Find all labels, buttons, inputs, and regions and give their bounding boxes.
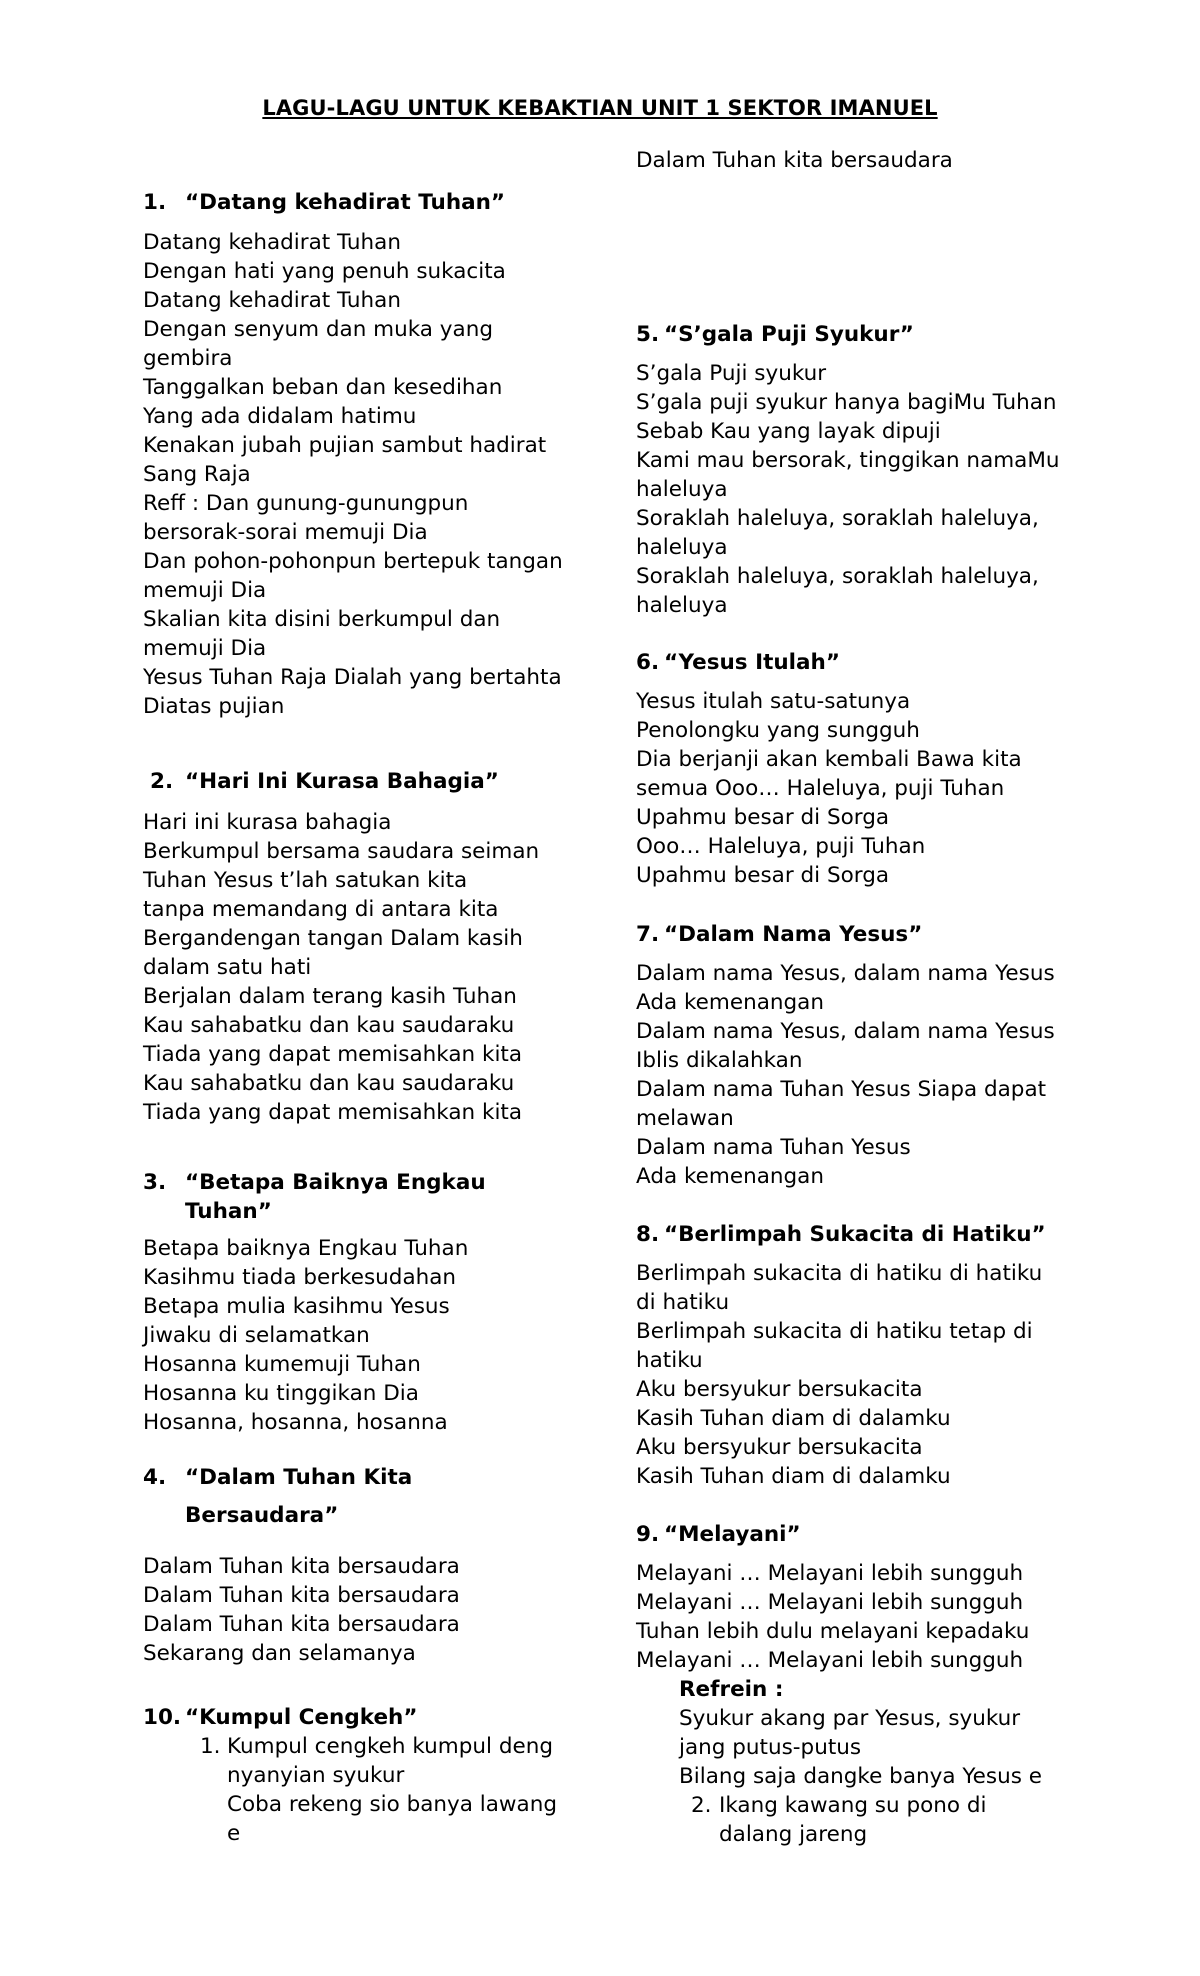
lyric-line: Dalam Tuhan kita bersaudara	[143, 1554, 460, 1579]
song-title: “Dalam Nama Yesus”	[664, 922, 923, 947]
lyric-line: Syukur akang par Yesus, syukur	[679, 1706, 1021, 1731]
song-9-lyrics	[636, 1559, 1029, 1675]
song-title-line-2: Tuhan”	[185, 1199, 272, 1224]
song-number: 1.	[143, 190, 167, 215]
lyric-line: Sang Raja	[143, 462, 251, 487]
song-7-lyrics	[636, 959, 1055, 1191]
song-number: 2.	[150, 769, 174, 794]
lyric-line: e	[227, 1821, 241, 1846]
lyric-line: Dalam Tuhan kita bersaudara	[636, 148, 953, 173]
lyric-line: jang putus-putus	[679, 1735, 862, 1760]
lyric-line: Aku bersyukur bersukacita	[636, 1377, 923, 1402]
lyric-line: Yang ada didalam hatimu	[143, 404, 417, 429]
lyric-line: Berlimpah sukacita di hatiku tetap di	[636, 1319, 1033, 1344]
lyric-line: gembira	[143, 346, 233, 371]
song-4-heading	[143, 1463, 413, 1528]
lyric-line: Dalam nama Yesus, dalam nama Yesus	[636, 1019, 1055, 1044]
song-number: 4.	[143, 1465, 167, 1490]
lyric-line: Iblis dikalahkan	[636, 1048, 803, 1073]
song-title: “Melayani”	[664, 1522, 801, 1547]
lyric-line: Kau sahabatku dan kau saudaraku	[143, 1071, 515, 1096]
song-4-lyrics	[143, 1552, 460, 1668]
lyric-line: Dalam nama Yesus, dalam nama Yesus	[636, 961, 1055, 986]
lyric-line: Datang kehadirat Tuhan	[143, 230, 401, 255]
song-2-heading	[150, 767, 499, 796]
lyric-line: Dengan senyum dan muka yang	[143, 317, 493, 342]
lyric-line: memuji Dia	[143, 578, 267, 603]
lyric-line: Yesus Tuhan Raja Dialah yang bertahta	[143, 665, 562, 690]
song-title-line-2: Bersaudara”	[185, 1503, 339, 1528]
song-9-refrain	[679, 1675, 1042, 1791]
lyric-line: Upahmu besar di Sorga	[636, 805, 890, 830]
lyric-line: Ada kemenangan	[636, 1164, 824, 1189]
lyric-line: S’gala Puji syukur	[636, 361, 827, 386]
lyric-line: Hosanna kumemuji Tuhan	[143, 1352, 421, 1377]
lyric-line: Bergandengan tangan Dalam kasih	[143, 926, 523, 951]
lyric-line: bersorak-sorai memuji Dia	[143, 520, 428, 545]
song-8-lyrics	[636, 1259, 1042, 1491]
lyric-line: Hosanna, hosanna, hosanna	[143, 1410, 448, 1435]
song-number: 9.	[636, 1522, 660, 1547]
verse-number: 2.	[691, 1793, 712, 1818]
song-9-heading	[636, 1520, 801, 1549]
lyric-line: Berjalan dalam terang kasih Tuhan	[143, 984, 517, 1009]
song-9-verse	[691, 1791, 987, 1849]
song-7-heading	[636, 920, 923, 949]
lyric-line: Tiada yang dapat memisahkan kita	[143, 1100, 523, 1125]
refrain-label: Refrein :	[679, 1677, 784, 1702]
lyric-line: Melayani … Melayani lebih sungguh	[636, 1561, 1024, 1586]
lyric-line: Skalian kita disini berkumpul dan	[143, 607, 501, 632]
lyric-line: Tanggalkan beban dan kesedihan	[143, 375, 503, 400]
lyric-line: Dia berjanji akan kembali Bawa kita	[636, 747, 1022, 772]
lyric-line: hatiku	[636, 1348, 703, 1373]
lyric-line: Soraklah haleluya, soraklah haleluya,	[636, 506, 1039, 531]
lyric-line: haleluya	[636, 477, 728, 502]
lyric-line: semua Ooo… Haleluya, puji Tuhan	[636, 776, 1005, 801]
song-number: 3.	[143, 1170, 167, 1195]
lyric-line: Melayani … Melayani lebih sungguh	[636, 1590, 1024, 1615]
lyric-line: Dalam Tuhan kita bersaudara	[143, 1612, 460, 1637]
lyric-line: Betapa mulia kasihmu Yesus	[143, 1294, 450, 1319]
song-title: “Berlimpah Sukacita di Hatiku”	[664, 1222, 1046, 1247]
lyric-line: Tiada yang dapat memisahkan kita	[143, 1042, 523, 1067]
lyric-line: Tuhan Yesus t’lah satukan kita	[143, 868, 468, 893]
lyric-line: Ikang kawang su pono di	[719, 1793, 987, 1818]
lyric-line: Bilang saja dangke banya Yesus e	[679, 1764, 1042, 1789]
lyric-line: tanpa memandang di antara kita	[143, 897, 499, 922]
lyric-line: Ooo… Haleluya, puji Tuhan	[636, 834, 926, 859]
lyric-line: Hari ini kurasa bahagia	[143, 810, 392, 835]
song-title: “Datang kehadirat Tuhan”	[185, 190, 506, 215]
lyric-line: Melayani … Melayani lebih sungguh	[636, 1648, 1024, 1673]
lyric-line: Kasih Tuhan diam di dalamku	[636, 1464, 951, 1489]
lyric-line: memuji Dia	[143, 636, 267, 661]
lyric-line: Kenakan jubah pujian sambut hadirat	[143, 433, 547, 458]
lyric-line: Soraklah haleluya, soraklah haleluya,	[636, 564, 1039, 589]
lyric-line: Yesus itulah satu-satunya	[636, 689, 911, 714]
lyric-line: Upahmu besar di Sorga	[636, 863, 890, 888]
lyric-line: di hatiku	[636, 1290, 730, 1315]
lyric-line: haleluya	[636, 535, 728, 560]
song-4-continuation	[636, 146, 953, 175]
lyric-line: Tuhan lebih dulu melayani kepadaku	[636, 1619, 1030, 1644]
song-10-heading	[143, 1703, 418, 1732]
lyric-line: Penolongku yang sungguh	[636, 718, 920, 743]
lyric-line: Kumpul cengkeh kumpul deng	[227, 1734, 553, 1759]
song-5-lyrics	[636, 359, 1060, 620]
lyric-line: Betapa baiknya Engkau Tuhan	[143, 1236, 469, 1261]
lyric-line: Jiwaku di selamatkan	[143, 1323, 370, 1348]
song-8-heading	[636, 1220, 1046, 1249]
lyric-line: S’gala puji syukur hanya bagiMu Tuhan	[636, 390, 1057, 415]
lyric-line: nyanyian syukur	[227, 1763, 405, 1788]
lyric-line: Kau sahabatku dan kau saudaraku	[143, 1013, 515, 1038]
song-5-heading	[636, 320, 914, 349]
lyric-line: Kasihmu tiada berkesudahan	[143, 1265, 457, 1290]
lyric-line: melawan	[636, 1106, 734, 1131]
song-title: “Yesus Itulah”	[664, 650, 840, 675]
song-title: “Hari Ini Kurasa Bahagia”	[185, 769, 499, 794]
song-title: “S’gala Puji Syukur”	[664, 322, 914, 347]
song-10-verse	[200, 1732, 557, 1848]
song-1-heading	[143, 188, 506, 217]
lyric-line: Sekarang dan selamanya	[143, 1641, 416, 1666]
song-number: 8.	[636, 1222, 660, 1247]
lyric-line: Dan pohon-pohonpun bertepuk tangan	[143, 549, 563, 574]
song-6-heading	[636, 648, 840, 677]
lyric-line: Aku bersyukur bersukacita	[636, 1435, 923, 1460]
lyric-line: Ada kemenangan	[636, 990, 824, 1015]
song-number: 7.	[636, 922, 660, 947]
lyric-line: Dengan hati yang penuh sukacita	[143, 259, 506, 284]
lyric-line: Hosanna ku tinggikan Dia	[143, 1381, 419, 1406]
lyric-line: Berlimpah sukacita di hatiku di hatiku	[636, 1261, 1043, 1286]
song-1-lyrics	[143, 228, 563, 721]
lyric-line: Dalam Tuhan kita bersaudara	[143, 1583, 460, 1608]
lyric-line: Kasih Tuhan diam di dalamku	[636, 1406, 951, 1431]
lyric-line: Sebab Kau yang layak dipuji	[636, 419, 941, 444]
song-2-lyrics	[143, 808, 539, 1127]
document-title: LAGU-LAGU UNTUK KEBAKTIAN UNIT 1 SEKTOR IMANUEL	[262, 96, 938, 120]
lyric-line: Reff : Dan gunung-gunungpun	[143, 491, 469, 516]
lyric-line: Diatas pujian	[143, 694, 285, 719]
song-3-heading	[143, 1168, 486, 1224]
song-3-lyrics	[143, 1234, 468, 1437]
lyric-line: Coba rekeng sio banya lawang	[227, 1792, 557, 1817]
song-number: 10.	[143, 1705, 182, 1730]
lyric-line: dalang jareng	[719, 1822, 868, 1847]
lyric-line: Kami mau bersorak, tinggikan namaMu	[636, 448, 1060, 473]
song-title: “Kumpul Cengkeh”	[185, 1705, 418, 1730]
song-title-line-1: “Dalam Tuhan Kita	[185, 1465, 413, 1490]
lyric-line: dalam satu hati	[143, 955, 312, 980]
lyric-line: haleluya	[636, 593, 728, 618]
lyric-line: Dalam nama Tuhan Yesus Siapa dapat	[636, 1077, 1047, 1102]
song-title-line-1: “Betapa Baiknya Engkau	[185, 1170, 486, 1195]
verse-number: 1.	[200, 1734, 221, 1759]
lyric-line: Berkumpul bersama saudara seiman	[143, 839, 540, 864]
lyric-line: Datang kehadirat Tuhan	[143, 288, 401, 313]
song-number: 5.	[636, 322, 660, 347]
song-number: 6.	[636, 650, 660, 675]
song-6-lyrics	[636, 687, 1022, 890]
lyric-line: Dalam nama Tuhan Yesus	[636, 1135, 911, 1160]
